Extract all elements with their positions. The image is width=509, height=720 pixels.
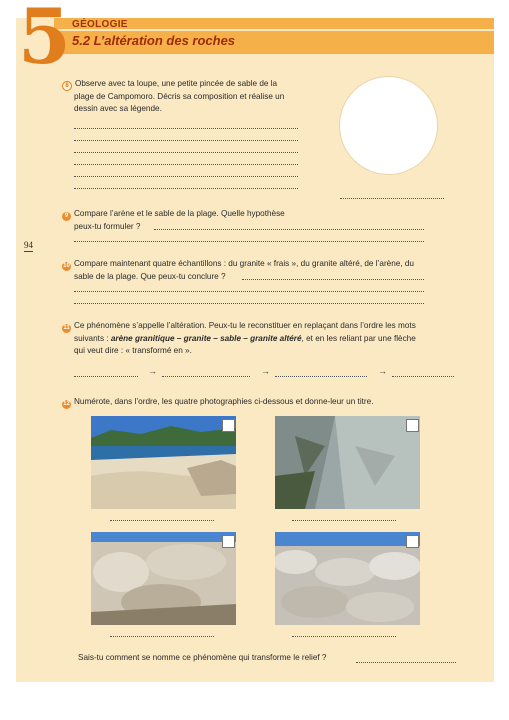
question-text: suivants :	[74, 334, 109, 343]
answer-line[interactable]	[74, 140, 298, 141]
question-text: , et en les reliant par une flèche	[301, 334, 416, 343]
page-number: 94	[24, 240, 33, 250]
sequence-answer-1[interactable]	[74, 376, 138, 377]
answer-line[interactable]	[74, 152, 298, 153]
sequence-answer-2[interactable]	[162, 376, 250, 377]
lesson-title: 5.2 L’altération des roches	[72, 33, 236, 48]
question-number-badge: 9	[62, 212, 71, 221]
question-text: qui veut dire : « transformé en ».	[74, 346, 192, 355]
question-text: sable de la plage. Que peux-tu conclure ?	[74, 272, 226, 281]
photo-title-line[interactable]	[292, 520, 396, 521]
photo-weathered-granite	[91, 532, 236, 625]
answer-line[interactable]	[74, 128, 298, 129]
question-number-badge: 12	[63, 401, 70, 407]
answer-line[interactable]	[74, 164, 298, 165]
question-text: Compare maintenant quatre échantillons : du granite « frais », du granite altéré, de l’arène, du	[74, 259, 414, 268]
question-number-badge: 10	[63, 263, 70, 269]
question-number-badge: 11	[63, 325, 70, 331]
photo-rock-cliff	[275, 416, 420, 509]
number-checkbox[interactable]	[406, 535, 419, 548]
answer-line[interactable]	[154, 229, 424, 230]
word-list: arène granitique – granite – sable – granite altéré	[110, 334, 302, 343]
number-checkbox[interactable]	[406, 419, 419, 432]
legend-answer-line[interactable]	[340, 198, 444, 199]
drawing-circle[interactable]	[339, 76, 438, 175]
question-text: dessin avec sa légende.	[74, 104, 162, 113]
answer-line[interactable]	[74, 291, 424, 292]
question-number-badge: 8	[62, 81, 72, 91]
photo-title-line[interactable]	[292, 636, 396, 637]
sequence-answer-4[interactable]	[392, 376, 454, 377]
answer-line[interactable]	[74, 188, 298, 189]
question-8	[62, 78, 332, 115]
question-text: Ce phénomène s’appelle l’altération. Peux-tu le reconstituer en replaçant dans l’ordre les mots	[74, 321, 416, 330]
photo-boulders	[275, 532, 420, 625]
photo-beach	[91, 416, 236, 509]
question-11	[62, 320, 472, 357]
arrow-icon: →	[378, 366, 387, 376]
question-12	[62, 396, 472, 409]
final-question	[78, 652, 378, 664]
question-text: Compare l’arène et le sable de la plage. Quelle hypothèse	[74, 209, 285, 218]
arrow-icon: →	[148, 366, 157, 376]
photo-title-line[interactable]	[110, 636, 214, 637]
photo-title-line[interactable]	[110, 520, 214, 521]
number-checkbox[interactable]	[222, 419, 235, 432]
question-text: Sais-tu comment se nomme ce phénomène qui transforme le relief ?	[78, 653, 327, 662]
answer-line[interactable]	[242, 279, 424, 280]
answer-line[interactable]	[356, 662, 456, 663]
question-text: Numérote, dans l’ordre, les quatre photographies ci-dessous et donne-leur un titre.	[74, 397, 374, 406]
arrow-icon: →	[261, 366, 270, 376]
question-text: plage de Campomoro. Décris sa composition et réalise un	[74, 92, 285, 101]
number-checkbox[interactable]	[222, 535, 235, 548]
answer-line[interactable]	[74, 303, 424, 304]
section-title: GÉOLOGIE	[72, 19, 128, 30]
question-text: peux-tu formuler ?	[74, 222, 141, 231]
chapter-number: 5	[18, 0, 71, 81]
answer-line[interactable]	[74, 241, 424, 242]
sequence-answer-3[interactable]	[275, 376, 367, 377]
answer-line[interactable]	[74, 176, 298, 177]
question-text: Observe avec ta loupe, une petite pincée de sable de la	[75, 79, 278, 88]
